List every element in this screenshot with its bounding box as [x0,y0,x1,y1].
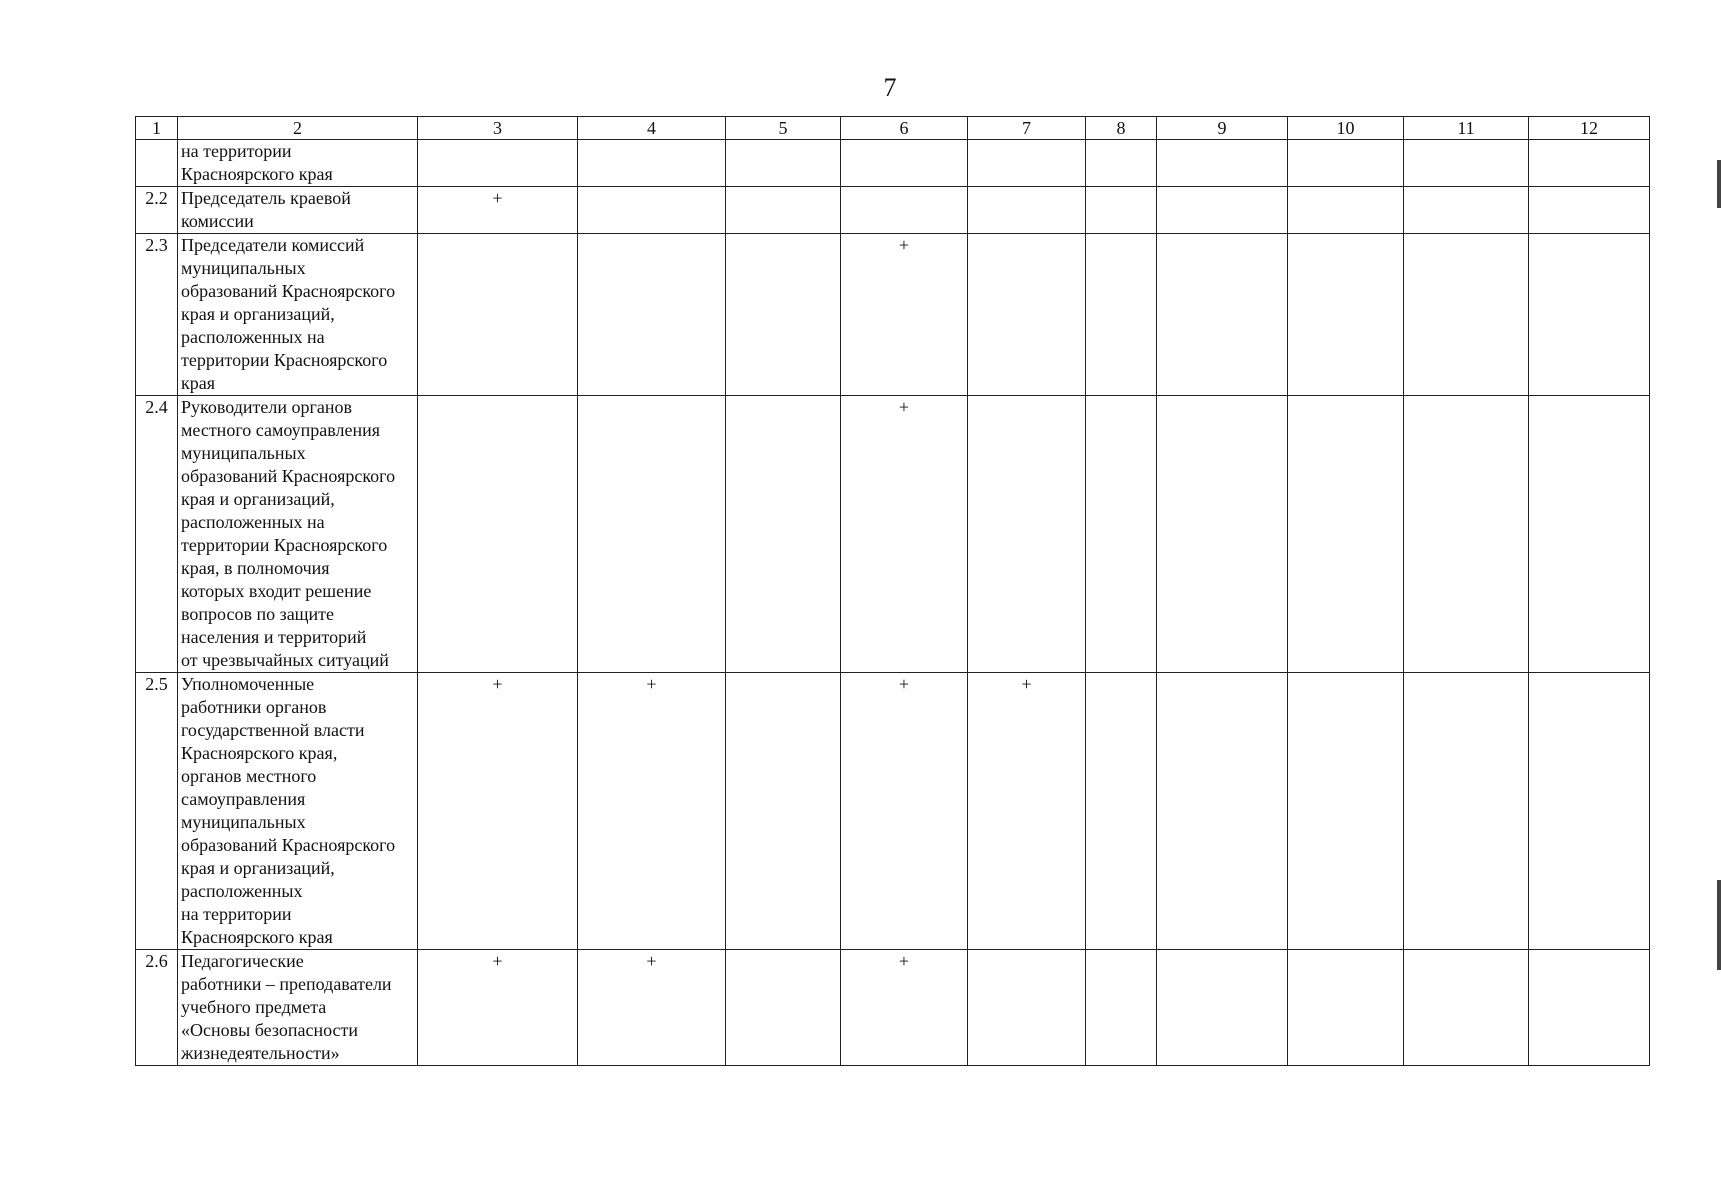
mark-cell: + [968,673,1086,950]
table-row [136,187,1650,234]
row-number: 2.2 [136,187,178,234]
mark-cell [1157,187,1288,234]
mark-cell: + [578,673,726,950]
column-header: 3 [418,117,578,140]
mark-cell: + [841,950,968,1066]
mark-cell [726,234,841,396]
mark-cell [968,187,1086,234]
mark-cell: + [578,950,726,1066]
mark-cell [1288,234,1404,396]
mark-cell [1157,950,1288,1066]
mark-cell [1157,673,1288,950]
mark-cell: + [418,187,578,234]
table-row [136,950,1650,1066]
mark-cell [1288,950,1404,1066]
mark-cell [726,950,841,1066]
mark-cell [1529,234,1650,396]
column-header: 1 [136,117,178,140]
column-header: 2 [178,117,418,140]
mark-cell [1086,234,1157,396]
participant-category: Уполномоченные работники органов государственной власти Красноярского края, органов местного самоуправления муниципальных образований Красноярского края и организаций, расположенных на территории Красноярского края [178,673,418,950]
mark-cell [578,234,726,396]
mark-cell [1157,140,1288,187]
table-row [136,234,1650,396]
mark-cell [1404,140,1529,187]
row-number: 2.3 [136,234,178,396]
mark-cell [1288,673,1404,950]
mark-cell: + [841,396,968,673]
mark-cell [1288,140,1404,187]
table-row [136,396,1650,673]
mark-cell [1288,396,1404,673]
mark-cell [1529,140,1650,187]
column-header: 12 [1529,117,1650,140]
scan-edge-mark [1717,160,1721,208]
mark-cell [1086,140,1157,187]
participant-category: Руководители органов местного самоуправления муниципальных образований Красноярского края и организаций, расположенных на территории Красноярского края, в полномочия которых входит решение вопросов по защите населения и территорий от чрезвычайных ситуаций [178,396,418,673]
mark-cell [1529,950,1650,1066]
column-header: 4 [578,117,726,140]
row-number: 2.5 [136,673,178,950]
column-header: 6 [841,117,968,140]
mark-cell [418,234,578,396]
column-number-row [136,117,1650,140]
mark-cell [726,396,841,673]
participant-category: Педагогические работники – преподаватели учебного предмета «Основы безопасности жизнедеятельности» [178,950,418,1066]
mark-cell [1404,187,1529,234]
page-number: 7 [883,73,897,102]
mark-cell [1404,396,1529,673]
mark-cell [1157,396,1288,673]
column-header: 11 [1404,117,1529,140]
mark-cell [1086,396,1157,673]
column-header: 8 [1086,117,1157,140]
mark-cell [1404,950,1529,1066]
mark-cell [578,140,726,187]
mark-cell [841,187,968,234]
participant-category: Председатели комиссий муниципальных образований Красноярского края и организаций, расположенных на территории Красноярского края [178,234,418,396]
table-row [136,673,1650,950]
mark-cell [968,234,1086,396]
mark-cell: + [418,950,578,1066]
participant-category: Председатель краевой комиссии [178,187,418,234]
mark-cell [418,396,578,673]
mark-cell: + [841,234,968,396]
mark-cell [1288,187,1404,234]
row-number [136,140,178,187]
column-header: 9 [1157,117,1288,140]
column-header: 5 [726,117,841,140]
mark-cell [1529,396,1650,673]
column-header: 7 [968,117,1086,140]
mark-cell [841,140,968,187]
scan-edge-mark [1717,880,1721,970]
mark-cell [1404,234,1529,396]
mark-cell [1529,187,1650,234]
mark-cell [726,673,841,950]
mark-cell [968,396,1086,673]
mark-cell: + [841,673,968,950]
participant-category: на территории Красноярского края [178,140,418,187]
mark-cell [1086,187,1157,234]
mark-cell: + [418,673,578,950]
mark-cell [1404,673,1529,950]
table-row [136,140,1650,187]
mark-cell [578,396,726,673]
mark-cell [1086,950,1157,1066]
mark-cell [1529,673,1650,950]
training-matrix-table [135,116,1650,1066]
row-number: 2.4 [136,396,178,673]
mark-cell [726,140,841,187]
mark-cell [1157,234,1288,396]
mark-cell [418,140,578,187]
mark-cell [968,140,1086,187]
column-header: 10 [1288,117,1404,140]
row-number: 2.6 [136,950,178,1066]
mark-cell [1086,673,1157,950]
mark-cell [578,187,726,234]
mark-cell [726,187,841,234]
mark-cell [968,950,1086,1066]
